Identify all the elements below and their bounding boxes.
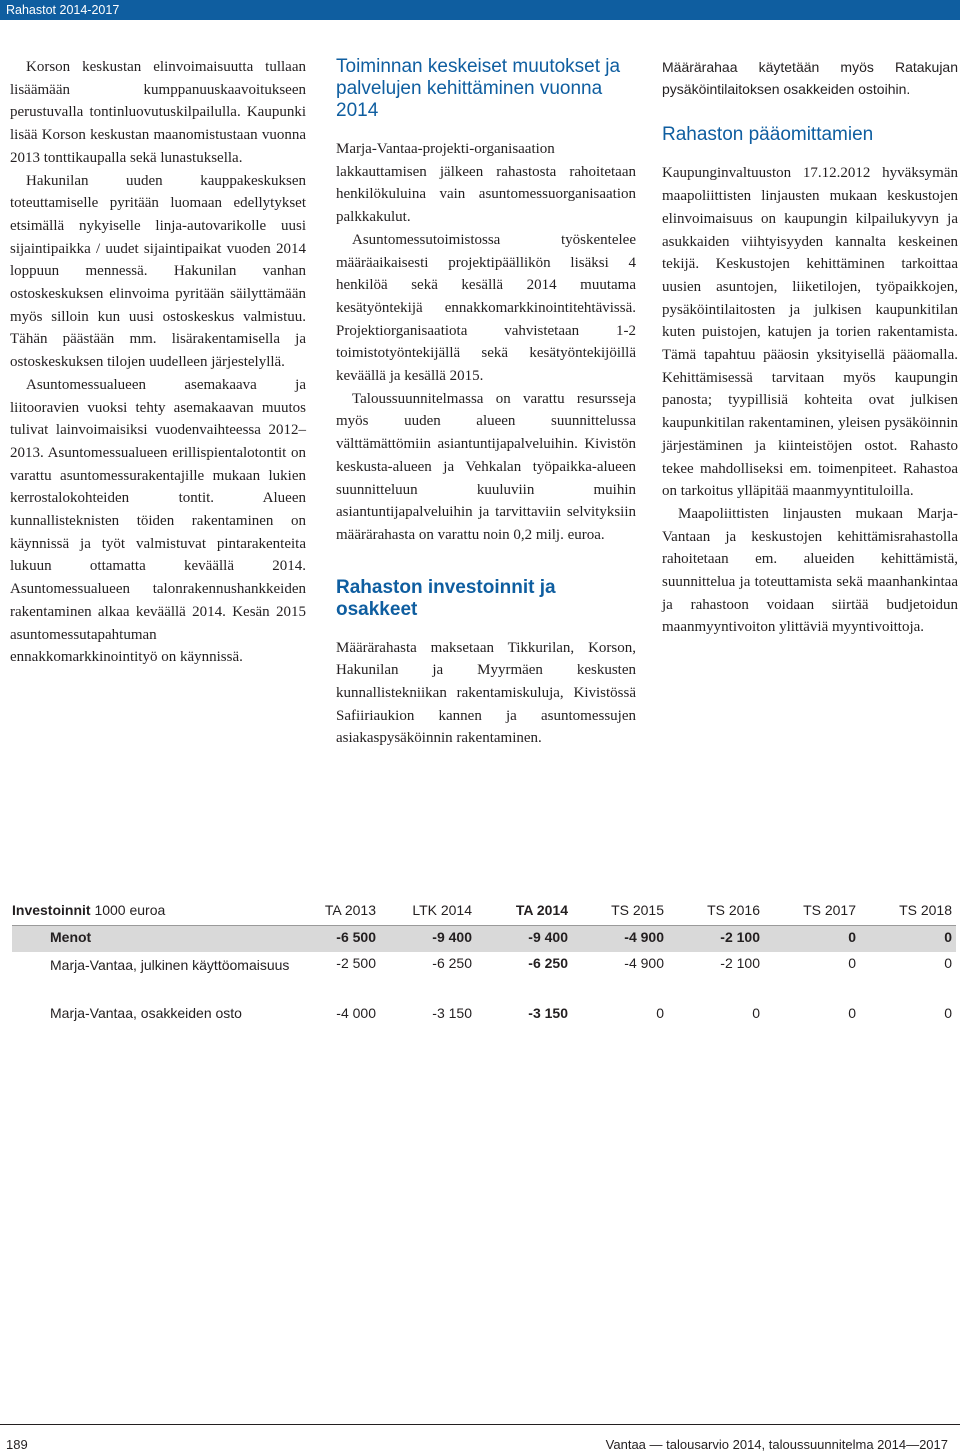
table-row bbox=[12, 952, 956, 1002]
table-row bbox=[12, 926, 956, 952]
table-cell: -4 900 bbox=[624, 929, 664, 945]
table-cell: -2 100 bbox=[720, 955, 760, 971]
table-cell: -2 500 bbox=[336, 955, 376, 971]
column-header: LTK 2014 bbox=[412, 902, 472, 918]
table-row bbox=[12, 1002, 956, 1030]
paragraph: Kaupunginvaltuuston 17.12.2012 hyväksymän maapoliittisten linjausten mukaan keskustojen elinvoimaisuus on kaupungin kilpailukyvyn ja asukkaiden viihtyisyyden kannalta keskeinen tekijä. Keskustojen kehittäminen tarkoittaa uusien asuntojen, liiketilojen, työpaikkojen, pysäköintilaitosten ja julkisen kaupunkitilan kuten puistojen, katujen ja torien rakentamista. Tämä tapahtuu pääosin yksityisellä pääomalla. Kehittämisessä tarvitaan myös kaupungin panosta; tyypillisiä kohteita ovat julkisen kaupunkitilan rakentaminen, yleisen pysäköinnin järjestäminen ja kiinteistöjen ostot. Rahasto tekee mahdolliseksi em. toimenpiteet. Rahastoa on tarkoitus ylläpitää maanmyyntituloilla. bbox=[662, 165, 958, 500]
table-cell: -9 400 bbox=[432, 929, 472, 945]
table-cell: -6 250 bbox=[432, 955, 472, 971]
table-cell: -2 100 bbox=[720, 929, 760, 945]
table-header-row bbox=[12, 899, 956, 926]
page-footer bbox=[0, 1424, 960, 1452]
table-title: Investoinnit 1000 euroa bbox=[12, 902, 166, 918]
table-cell: -4 900 bbox=[624, 955, 664, 971]
table-cell: -4 000 bbox=[336, 1005, 376, 1021]
page-number: 189 bbox=[6, 1437, 28, 1452]
table-cell: -3 150 bbox=[528, 1005, 568, 1021]
text-column-1 bbox=[10, 56, 306, 669]
table-cell: 0 bbox=[944, 929, 952, 945]
investments-table bbox=[12, 899, 956, 1030]
column-header: TS 2016 bbox=[707, 902, 760, 918]
table-cell: -9 400 bbox=[528, 929, 568, 945]
footer-text: Vantaa — talousarvio 2014, taloussuunnitelma 2014—2017 bbox=[605, 1437, 948, 1452]
row-label: Menot bbox=[50, 929, 92, 945]
column-header: TA 2014 bbox=[515, 902, 568, 918]
table-cell: 0 bbox=[752, 1005, 760, 1021]
column-header: TS 2017 bbox=[803, 902, 856, 918]
column-header: TA 2013 bbox=[324, 902, 376, 918]
text-column-2 bbox=[336, 56, 636, 750]
paragraph: Asuntomessutoimistossa työskentelee määräaikaisesti projektipäällikön lisäksi 4 henkilöä sekä kesällä 2014 muutama kesätyöntekijä ennakkomarkkinointitehtävissä. Projektiorganisaatiota vahvistetaan 1-2 toimistotyöntekijällä sekä kesätyöntekijöillä keväällä ja kesällä 2015. bbox=[336, 231, 636, 385]
table-cell: 0 bbox=[848, 1005, 856, 1021]
table-cell: 0 bbox=[848, 929, 856, 945]
paragraph: Marja-Vantaa-projekti-organisaation lakkauttamisen jälkeen rahastosta rahoitetaan henkilökuluina vain asuntomessuorganisaation palkkakulut. bbox=[336, 141, 636, 226]
table-cell: 0 bbox=[656, 1005, 664, 1021]
table-cell: -6 500 bbox=[336, 929, 376, 945]
table-cell: 0 bbox=[944, 1005, 952, 1021]
section-heading: Toiminnan keskeiset muutokset ja palvelujen kehittäminen vuonna 2014 bbox=[336, 56, 621, 121]
paragraph: Korson keskustan elinvoimaisuutta tullaan lisäämään kumppanuuskaavoitukseen perustuvalla tontinluovutuskilpailulla. Kaupunki lisää Korson keskustan maanomistustaan vuonna 2013 tonttikaupalla sekä lunastuksella. bbox=[10, 59, 306, 166]
table-cell: -3 150 bbox=[432, 1005, 472, 1021]
table-cell: 0 bbox=[944, 955, 952, 971]
column-header: TS 2018 bbox=[899, 902, 952, 918]
row-label: Marja-Vantaa, julkinen käyttöomaisuus bbox=[50, 957, 290, 973]
page-header bbox=[0, 0, 960, 20]
header-title: Rahastot 2014-2017 bbox=[6, 3, 120, 17]
paragraph: Määrärahasta maksetaan Tikkurilan, Korson, Hakunilan ja Myyrmäen keskusten kunnallistekniikan rakentamiskuluja, Kivistössä Safiiriaukion kannen ja asuntomessujen asiakaspysäköinnin rakentaminen. bbox=[336, 639, 636, 747]
paragraph: Maapoliittisten linjausten mukaan Marja-Vantaan ja keskustojen kehittämisrahastolla rahoitetaan em. alueiden kehittämistä, suunnittelua ja toteuttamista sekä maanhankintaa ja rahastoon voidaan siirtää budjetoidun maanmyyntivoiton ylittäviä myyntivoittoja. bbox=[662, 505, 958, 636]
section-heading: Rahaston investoinnit ja osakkeet bbox=[336, 576, 556, 620]
table-cell: 0 bbox=[848, 955, 856, 971]
table-cell: -6 250 bbox=[528, 955, 568, 971]
section-heading: Rahaston pääomittamien bbox=[662, 124, 874, 146]
paragraph: Määrärahaa käytetään myös Ratakujan pysäköintilaitoksen osakkeiden ostoihin. bbox=[662, 59, 958, 98]
paragraph: Asuntomessualueen asemakaava ja liitooravien vuoksi tehty asemakaavan muutos tulivat lainvoimaisiksi vuodenvaihteessa 2012–2013. Asuntomessualueen erillispientalotontit on varattu asuntomessurakentajille mukaan lukien kerrostalokohteiden tontit. Alueen kunnallisteknisten töiden rakentaminen on käynnissä ja työt valmistuvat pintarakenteita lukuun ottamatta keväällä 2014. Asuntomessualueen talonrakennushankkeiden rakentaminen alkaa keväällä 2014. Kesän 2015 asuntomessutapahtuman ennakkomarkkinointityö on käynnissä. bbox=[10, 376, 306, 666]
paragraph: Hakunilan uuden kauppakeskuksen toteuttamiselle pyritään luomaan edellytykset etsimällä nykyiselle linja-autovarikolle uusi sijaintipaikka / uudet sijaintipaikat vuoden 2014 loppuun mennessä. Hakunilan vanhan ostoskeskuksen elinvoima pyritään säilyttämään myös silloin kun uusi ostoskeskus valmistuu. Tähän päästään mm. lisärakentamisella ja ostoskeskuksen tilojen uudelleen järjestelyllä. bbox=[10, 172, 306, 371]
row-label: Marja-Vantaa, osakkeiden osto bbox=[50, 1005, 242, 1021]
paragraph: Taloussuunnitelmassa on varattu resursseja myös uuden alueen suunnittelussa välttämättömiin asiantuntijapalveluihin. Kivistön keskusta-alueen ja Vehkalan työpaikka-alueen suunnitteluun kuuluviin muihin asiantuntijapalveluihin ja tarvittaviin selvityksiin määrärahasta on varattu noin 0,2 milj. euroa. bbox=[336, 390, 636, 543]
text-column-3 bbox=[662, 56, 958, 639]
column-header: TS 2015 bbox=[611, 902, 664, 918]
